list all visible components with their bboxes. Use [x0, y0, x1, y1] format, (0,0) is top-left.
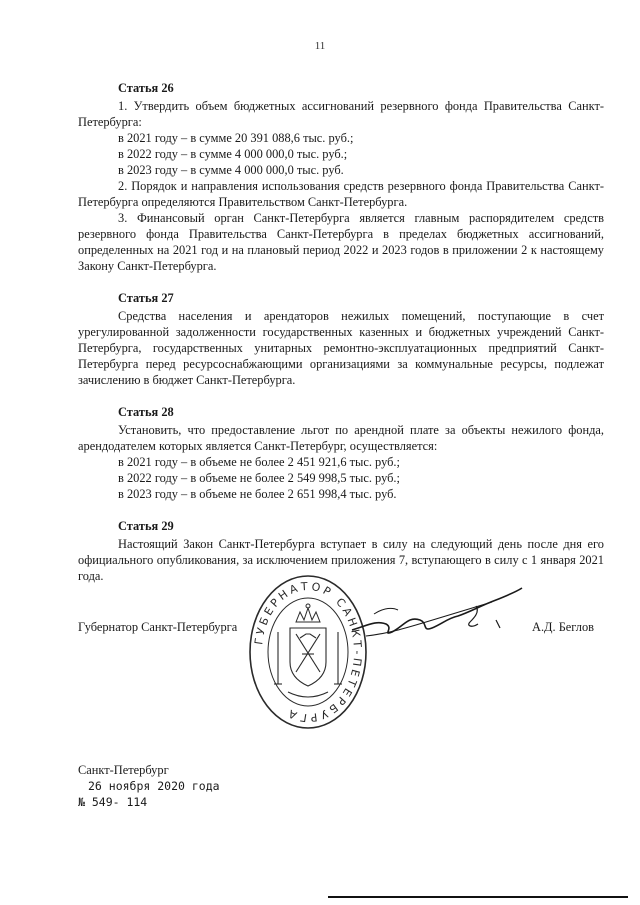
article-paragraph: Настоящий Закон Санкт-Петербурга вступает в силу на следующий день после дня его официального опубликования, за исключением приложения 7, вступающего в силу с 1 января 2021 года.	[78, 537, 604, 583]
article-26	[78, 80, 604, 274]
article-paragraph: 3. Финансовый орган Санкт-Петербурга является главным распорядителем средств резервного фонда Правительства Санкт-Петербурга в пределах бюджетных ассигнований, определенных на 2021 год и на плановый период 2022 и 2023 годов в приложении 2 к настоящему Закону Санкт-Петербурга.	[78, 211, 604, 273]
article-line: в 2022 году – в объеме не более 2 549 998,5 тыс. руб.;	[118, 471, 400, 485]
article-line: в 2022 году – в сумме 4 000 000,0 тыс. руб.;	[118, 147, 348, 161]
article-paragraph: Установить, что предоставление льгот по арендной плате за объекты нежилого фонда, арендодателем которых является Санкт-Петербург, осуществляется:	[78, 423, 604, 453]
article-paragraph: 2. Порядок и направления использования средств резервного фонда Правительства Санкт-Петербурга определяются Правительством Санкт-Петербурга.	[78, 179, 604, 209]
signatory-position: Губернатор Санкт-Петербурга	[78, 620, 238, 634]
document-footer	[78, 762, 220, 810]
footer-date: 26 ноября 2020 года	[88, 779, 220, 793]
svg-text:ГУБЕРНАТОР САНКТ-ПЕТЕРБУРГА: ГУБЕРНАТОР САНКТ-ПЕТЕРБУРГА	[252, 579, 365, 725]
article-line: в 2021 году – в объеме не более 2 451 921,6 тыс. руб.;	[118, 455, 400, 469]
article-line: в 2023 году – в сумме 4 000 000,0 тыс. руб.	[118, 163, 344, 177]
article-title: Статья 27	[118, 291, 174, 305]
article-line: в 2023 году – в объеме не более 2 651 998,4 тыс. руб.	[118, 487, 397, 501]
crown-emblem	[296, 604, 320, 622]
footer-number: № 549- 114	[78, 795, 148, 809]
footer-city: Санкт-Петербург	[78, 763, 169, 777]
article-title: Статья 28	[118, 405, 174, 419]
article-title: Статья 26	[118, 81, 174, 95]
article-line: в 2021 году – в сумме 20 391 088,6 тыс. руб.;	[118, 131, 354, 145]
handwritten-signature	[346, 576, 528, 656]
article-28	[78, 404, 604, 502]
article-paragraph: 1. Утвердить объем бюджетных ассигнований резервного фонда Правительства Санкт-Петербурга:	[78, 99, 604, 129]
article-paragraph: Средства населения и арендаторов нежилых помещений, поступающие в счет урегулированной задолженности государственных казенных и бюджетных учреждений Санкт-Петербурга, государственных унитарных ремонтно-эксплуатационных предприятий Санкт-Петербурга перед ресурсоснабжающими организациями за коммунальные ресурсы, подлежат зачислению в бюджет Санкт-Петербурга.	[78, 309, 604, 387]
page-number: 11	[314, 40, 326, 52]
coat-of-arms	[274, 628, 342, 697]
article-27	[78, 290, 604, 388]
document-body	[78, 80, 604, 600]
signatory-name: А.Д. Беглов	[532, 620, 594, 634]
bottom-rule	[328, 896, 628, 898]
article-title: Статья 29	[118, 519, 174, 533]
